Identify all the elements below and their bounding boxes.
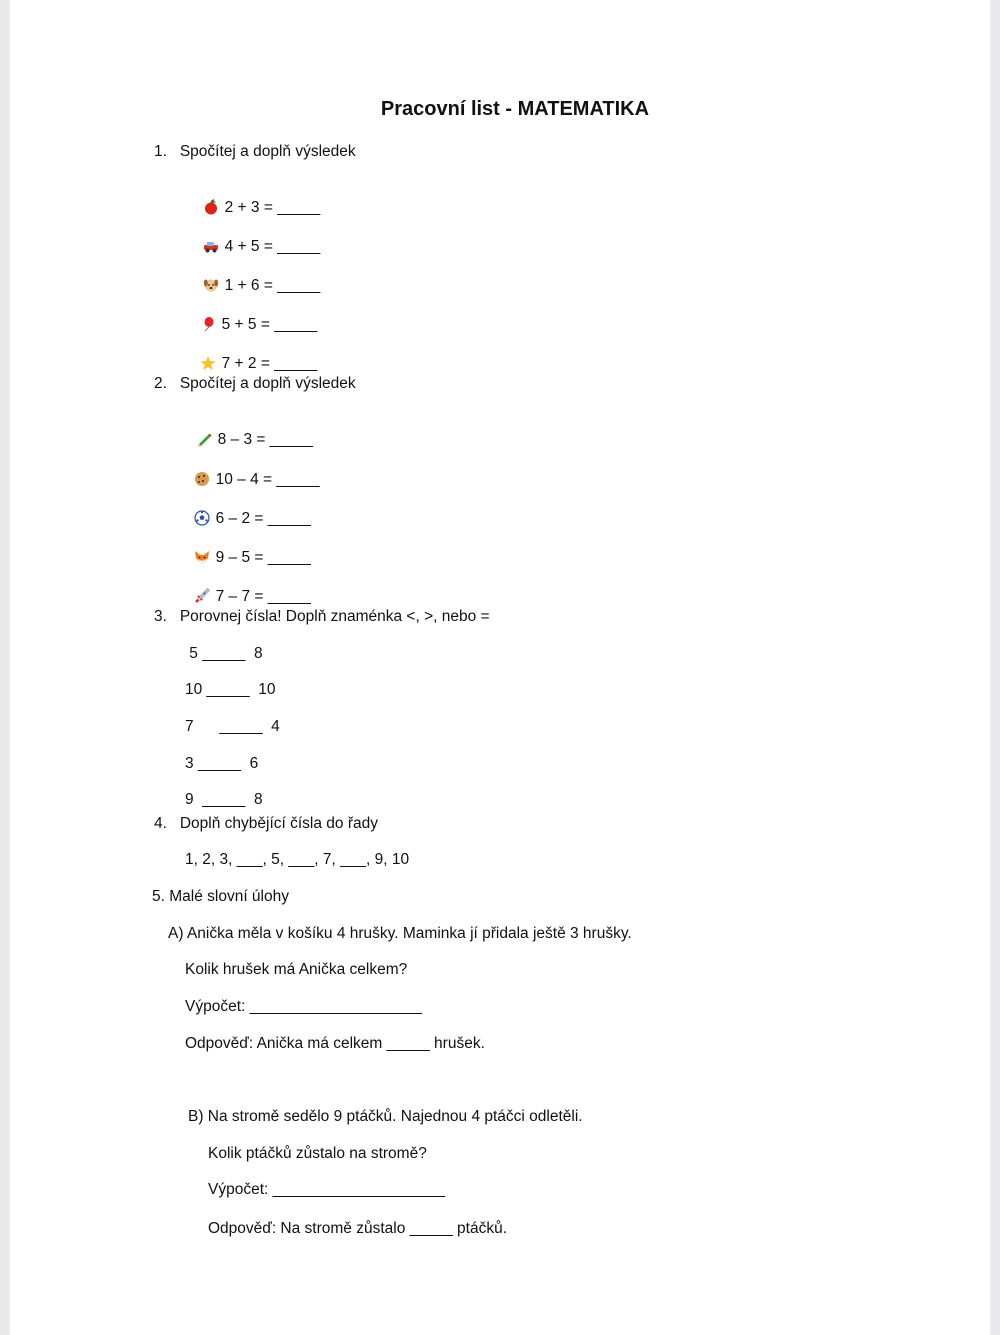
task-b-text: B) Na stromě sedělo 9 ptáčků. Najednou 4 ptáčci odletěli. (188, 1108, 583, 1125)
list-item (185, 570, 311, 606)
comparison-item: 3 _____ 6 (185, 755, 259, 772)
task-b-calc: Výpočet: ____________________ (208, 1181, 446, 1198)
list-item (191, 298, 317, 334)
equation-text: 9 – 5 = _____ (215, 549, 311, 566)
rocket-icon (194, 588, 210, 604)
section-3-heading: 3. Porovnej čísla! Doplň znaménka <, >, nebo = (154, 608, 490, 625)
list-item (194, 220, 320, 256)
equation-text: 4 + 5 = _____ (224, 238, 321, 255)
task-b-question: Kolik ptáčků zůstalo na stromě? (208, 1145, 427, 1162)
task-a-answer: Odpověď: Anička má celkem _____ hrušek. (185, 1035, 485, 1052)
equation-text: 7 – 7 = _____ (215, 588, 311, 605)
number-sequence: 1, 2, 3, ___, 5, ___, 7, ___, 9, 10 (185, 851, 410, 868)
list-item (187, 413, 313, 449)
crayon-icon (196, 431, 212, 447)
section-5-heading: 5. Malé slovní úlohy (152, 888, 289, 905)
section-4-heading: 4. Doplň chybějící čísla do řady (154, 815, 379, 832)
comparison-item: 10 _____ 10 (185, 681, 276, 698)
section-1-heading: 1. Spočítej a doplň výsledek (154, 143, 356, 160)
list-item (191, 337, 317, 373)
fox-icon (194, 549, 210, 565)
star-icon (200, 355, 216, 371)
task-a-question: Kolik hrušek má Anička celkem? (185, 961, 408, 978)
task-a-calc: Výpočet: ____________________ (185, 998, 423, 1015)
list-item (185, 453, 320, 489)
list-item (185, 492, 311, 528)
apple-icon (203, 199, 219, 215)
comparison-item: 9 _____ 8 (185, 791, 263, 808)
balloon-icon (200, 316, 216, 332)
equation-text: 5 + 5 = _____ (221, 316, 318, 333)
equation-text: 7 + 2 = _____ (221, 355, 318, 372)
equation-text: 2 + 3 = _____ (224, 199, 321, 216)
page-title: Pracovní list - MATEMATIKA (380, 98, 650, 120)
list-item (194, 259, 320, 295)
comparison-item: 5 _____ 8 (185, 645, 263, 662)
equation-text: 10 – 4 = _____ (215, 471, 320, 488)
worksheet-page (10, 0, 990, 1335)
list-item (185, 531, 311, 567)
equation-text: 1 + 6 = _____ (224, 277, 321, 294)
comparison-item: 7 _____ 4 (185, 718, 280, 735)
task-b-answer: Odpověď: Na stromě zůstalo _____ ptáčků. (208, 1220, 508, 1237)
task-a-text: A) Anička měla v košíku 4 hrušky. Maminka jí přidala ještě 3 hrušky. (168, 925, 632, 942)
equation-text: 6 – 2 = _____ (215, 510, 311, 527)
soccer-ball-icon (194, 510, 210, 526)
dog-icon (203, 277, 219, 293)
section-2-heading: 2. Spočítej a doplň výsledek (154, 375, 356, 392)
car-icon (203, 238, 219, 254)
equation-text: 8 – 3 = _____ (217, 431, 313, 448)
cookie-icon (194, 471, 210, 487)
list-item (194, 181, 320, 217)
